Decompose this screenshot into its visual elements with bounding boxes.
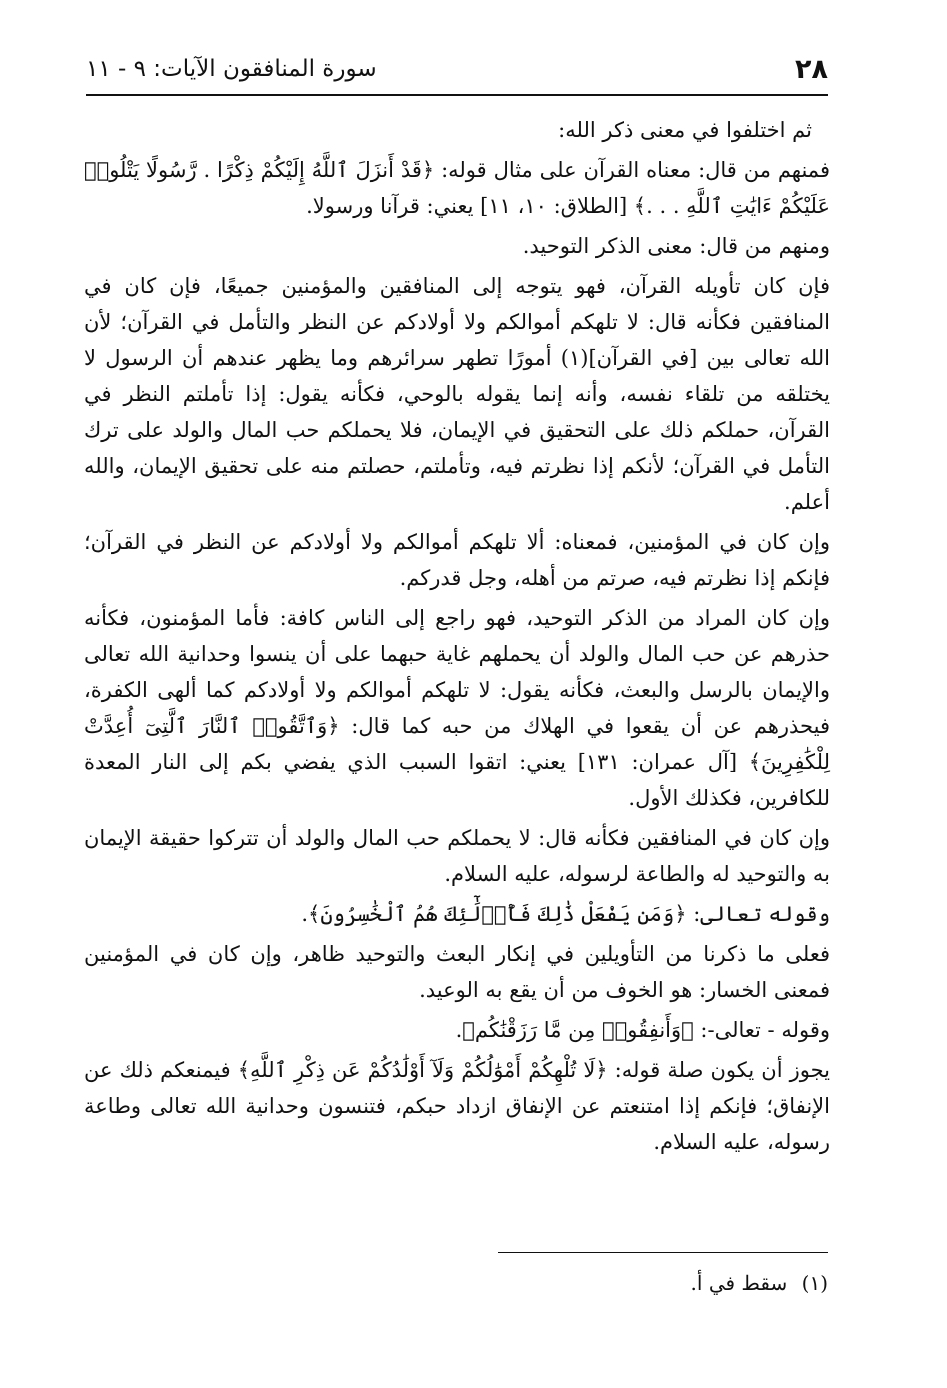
paragraph-1: ثم اختلفوا في معنى ذكر الله: <box>558 118 812 142</box>
paragraph-10: وقوله - تعالى-: ﴿وَأَنفِقُوا۟ مِن مَّا رَزَقْنَٰكُم﴾. <box>455 1018 830 1042</box>
paragraph-3: ومنهم من قال: معنى الذكر التوحيد. <box>522 234 830 258</box>
paragraph-2: فمنهم من قال: معناه القرآن على مثال قوله: ﴿قَدْ أَنزَلَ ٱللَّهُ إِلَيْكُمْ ذِكْرًا . رَّسُولًا يَتْلُوا۟ عَلَيْكُمْ ءَايَٰتِ ٱللَّهِ . . .﴾ [الطلاق: ١٠، ١١] يعني: قرآنا ورسولا. <box>84 158 830 218</box>
page-header <box>86 50 828 96</box>
paragraph-7: وإن كان في المنافقين فكأنه قال: لا يحملكم حب المال والولد أن تتركوا حقيقة الإيمان به والتوحيد له والطاعة لرسوله، عليه السلام. <box>84 826 830 886</box>
footnote-text: سقط في أ. <box>690 1271 788 1295</box>
paragraph-11: يجوز أن يكون صلة قوله: ﴿لَا تُلْهِكُمْ أَمْوَٰلُكُمْ وَلَآ أَوْلَٰدُكُمْ عَن ذِكْرِ ٱللَّهِ﴾ فيمنعكم ذلك عن الإنفاق؛ فإنكم إذا امتنعتم عن الإنفاق ازداد حبكم، فتنسون وحدانية الله تعالى وطاعة رسوله، عليه السلام. <box>84 1058 830 1154</box>
paragraph-8: وقوله تعالى: ﴿وَمَن يَفْعَلْ ذَٰلِكَ فَأُو۟لَٰٓئِكَ هُمُ ٱلْخَٰسِرُونَ﴾. <box>301 902 830 926</box>
footnote-marker: (١) <box>801 1271 828 1295</box>
paragraph-4: فإن كان تأويله القرآن، فهو يتوجه إلى المنافقين والمؤمنين جميعًا، فإن كان في المنافقين فكأنه قال: لا تلهكم أموالكم ولا أولادكم عن النظر والتأمل في القرآن؛ لأن الله تعالى بين [في القرآن](١) أمورًا تطهر سرائرهم وما يظهر عندهم أن الرسول لا يختلقه من تلقاء نفسه، وأنه إنما يقوله بالوحي، فكأنه يقول: إذا تأملتم النظر في القرآن، حملكم ذلك على التحقيق في الإيمان، فلا يحملكم حب المال والولد على ترك التأمل في القرآن؛ لأنكم إذا نظرتم فيه، وتأملتم، حصلتم منه على تحقيق الإيمان، والله أعلم. <box>84 274 830 514</box>
footnote <box>128 1268 828 1298</box>
paragraph-6: وإن كان المراد من الذكر التوحيد، فهو راجع إلى الناس كافة: فأما المؤمنون، فكأنه حذرهم عن حب المال والولد أن يحملهم غاية حبهما على أن ينسوا وحدانية الله تعالى والإيمان بالرسل والبعث، فكأنه يقول: لا تلهكم أموالكم ولا أولادكم كما ألهى الكفرة، فيحذرهم عن أن يقعوا في الهلاك من حبه كما قال: ﴿وَٱتَّقُوا۟ ٱلنَّارَ ٱلَّتِىٓ أُعِدَّتْ لِلْكَٰفِرِينَ﴾ [آل عمران: ١٣١] يعني: اتقوا السبب الذي يفضي بكم إلى النار المعدة للكافرين، فكذلك الأول. <box>84 606 830 810</box>
footnote-divider <box>498 1252 828 1253</box>
page-number: ٢٨ <box>795 54 828 85</box>
paragraph-5: وإن كان في المؤمنين، فمعناه: ألا تلهكم أموالكم ولا أولادكم عن النظر في القرآن؛ فإنكم إذا نظرتم فيه، صرتم من أهله، وجل قدركم. <box>84 530 830 590</box>
paragraph-9: فعلى ما ذكرنا من التأويلين في إنكار البعث والتوحيد ظاهر، وإن كان في المؤمنين فمعنى الخسار: هو الخوف من أن يقع به الوعيد. <box>84 942 830 1002</box>
main-text <box>84 112 830 1164</box>
running-title: سورة المنافقون الآيات: ٩ - ١١ <box>86 56 377 82</box>
